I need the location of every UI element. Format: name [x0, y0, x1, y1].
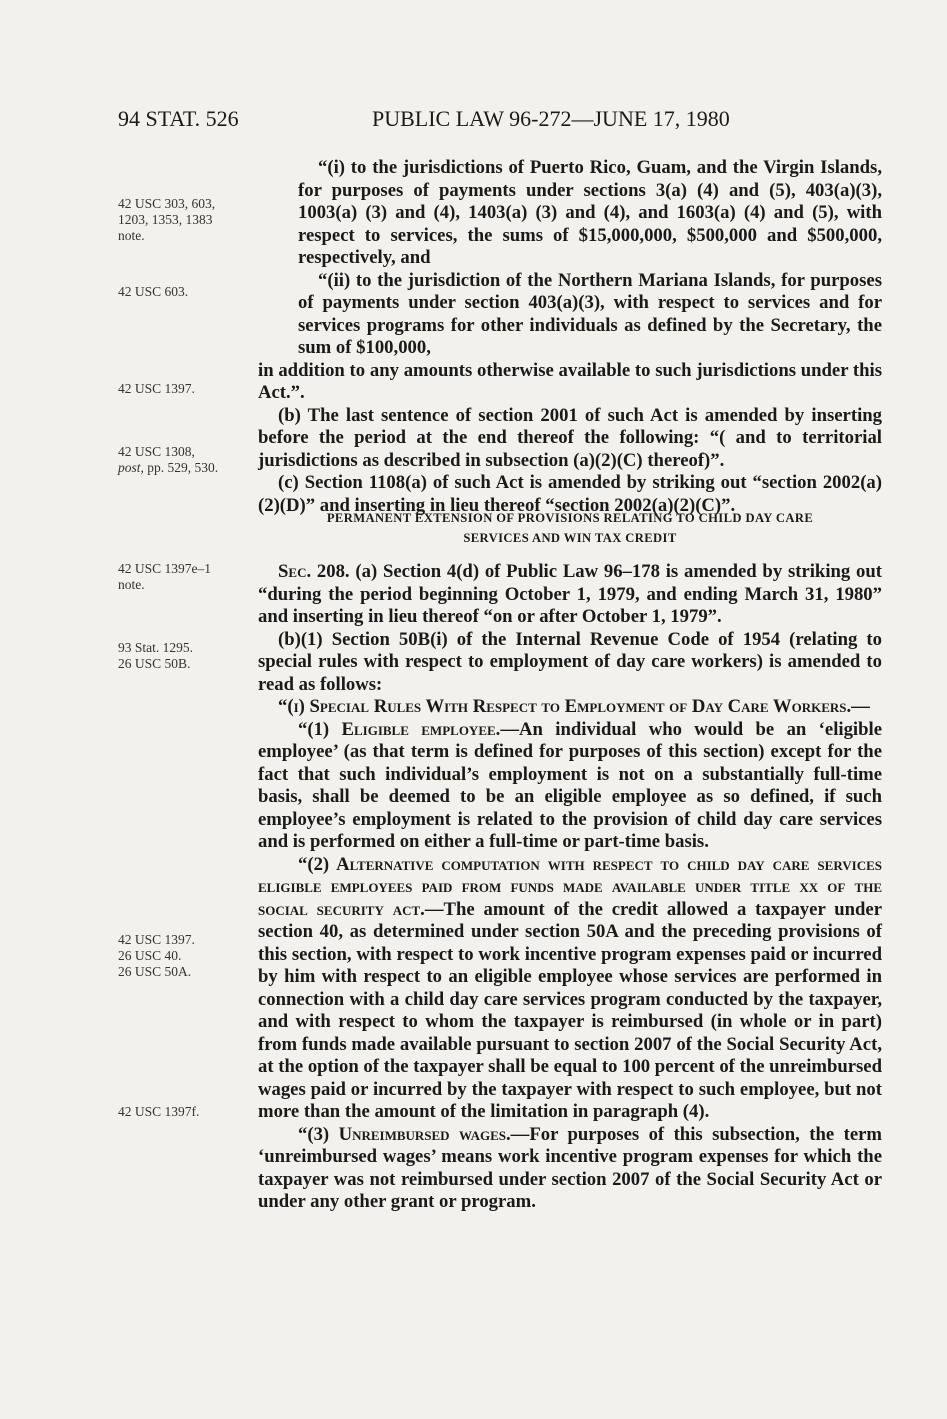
paragraph-text: 208. (a) Section 4(d) of Public Law 96–178 is amended by striking out “during the period beginning October 1, 1979, and ending March 31, 1980” and inserting in lieu thereof “on or after October 1, 1979”.: [258, 561, 882, 627]
margin-note: [118, 561, 258, 593]
paragraph-special-rules: “(i) Special Rules With Respect to Employment of Day Care Workers.—: [278, 696, 870, 717]
paragraph-c: (c) Section 1108(a) of such Act is amended by striking out “section 2002(a)(2)(D)” and inserting in lieu thereof “section 2002(a)(2)(C)”.: [258, 472, 882, 516]
paragraph-3: [258, 1124, 882, 1214]
paragraph-text: —For purposes of this subsection, the term ‘unreimbursed wages’ means work incentive program expenses for which the taxpayer was not reimbursed under section 2007 of the Social Security Act or under any other grant or program.: [258, 1123, 882, 1212]
page-header: [118, 106, 768, 136]
margin-note: [118, 1104, 258, 1120]
page-title: PUBLIC LAW 96-272—JUNE 17, 1980: [372, 106, 730, 131]
margin-note-line: 1203, 1353, 1383: [118, 212, 213, 227]
margin-note-line: 42 USC 603.: [118, 284, 189, 299]
paragraph-text: —The amount of the credit allowed a taxpayer under section 40, as determined under section 50A and the preceding provisions of this section, with respect to work incentive program expenses paid or incurred by him with respect to an eligible employee whose services are performed in connection with a child day care services program conducted by the taxpayer, and with respect to whom the taxpayer is reimbursed (in whole or in part) from funds made available pursuant to section 2007 of the Social Security Act, at the option of the taxpayer shall be equal to 100 percent of the unreimbursed wages paid or incurred by the taxpayer with respect to such employee, but not more than the amount of the limitation in paragraph (4).: [258, 898, 882, 1122]
sec-label: Sec.: [278, 561, 312, 582]
paragraph-flush: in addition to any amounts otherwise available to such jurisdictions under this Act.”.: [258, 359, 882, 403]
margin-note-line: 42 USC 303, 603,: [118, 196, 216, 211]
paragraph-caption: “(1) Eligible employee.: [298, 718, 501, 740]
margin-note: [118, 196, 258, 244]
margin-note-line: 42 USC 1397f.: [118, 1104, 200, 1119]
paragraph-b1: (b)(1) Section 50B(i) of the Internal Revenue Code of 1954 (relating to special rules with respect to employment of day care workers) is amended to read as follows:: [258, 628, 882, 695]
body-text-section-207: [258, 157, 882, 517]
margin-note-line: 26 USC 50A.: [118, 964, 192, 979]
margin-note: [118, 381, 258, 397]
section-heading: [258, 508, 882, 548]
stat-page-number: 94 STAT. 526: [118, 106, 239, 131]
margin-note: [118, 640, 258, 672]
margin-note-italic: post,: [118, 460, 144, 475]
margin-note-line: note.: [118, 228, 145, 243]
margin-note-line: 26 USC 50B.: [118, 656, 191, 671]
heading-line: PERMANENT EXTENSION OF PROVISIONS RELATING TO CHILD DAY CARE: [326, 511, 814, 525]
margin-note-line: note.: [118, 577, 145, 592]
body-text-section-208: [258, 561, 882, 1214]
paragraph-text: —An individual who would be an ‘eligible employee’ (as that term is defined for purposes of this section) except for the fact that such individual’s employment is not on a substantially full-time basis, shall be deemed to be an eligible employee as so defined, if such employee’s employment is related to the provision of child day care services and is performed on either a full-time or part-time basis.: [258, 718, 883, 852]
margin-note-line: 93 Stat. 1295.: [118, 640, 194, 655]
paragraph-1: [258, 719, 882, 854]
heading-line: SERVICES AND WIN TAX CREDIT: [463, 531, 677, 545]
paragraph-2: [258, 854, 882, 1124]
margin-note-line: 42 USC 1397e–1: [118, 561, 212, 576]
paragraph-b: (b) The last sentence of section 2001 of such Act is amended by inserting before the period at the end thereof the following: “( and to territorial jurisdictions as described in subsection (a)(2)(C) thereof)”.: [258, 404, 882, 471]
paragraph-i: “(i) to the jurisdictions of Puerto Rico, Guam, and the Virgin Islands, for purposes of payments under sections 3(a) (4) and (5), 403(a)(3), 1003(a) (3) and (4), 1403(a) (3) and (4), and 1603(a) (4) and (5), with respect to services, the sums of $15,000,000, $500,000 and $500,000, respectively, and: [298, 157, 882, 268]
margin-note-line: 42 USC 1397.: [118, 932, 195, 947]
margin-note-line: [118, 460, 258, 476]
paragraph-ii: “(ii) to the jurisdiction of the Northern Mariana Islands, for purposes of payments under section 403(a)(3), with respect to services and for services programs for other individuals as defined by the Secretary, the sum of $100,000,: [298, 269, 882, 358]
paragraph-caption: “(2) Alternative computation with respect to child day care services eligible employees paid from funds made available under title xx of the social security act.: [258, 853, 882, 920]
margin-note: [118, 284, 258, 300]
margin-note: [118, 444, 258, 476]
margin-note-line: 26 USC 40.: [118, 948, 182, 963]
margin-note-text: pp. 529, 530.: [143, 460, 219, 475]
paragraph-sec-208: [258, 561, 882, 629]
margin-note-line: 42 USC 1397.: [118, 381, 195, 396]
paragraph-caption: “(3) Unreimbursed wages.: [298, 1123, 511, 1145]
margin-note: [118, 932, 258, 980]
margin-note-line: 42 USC 1308,: [118, 444, 195, 459]
